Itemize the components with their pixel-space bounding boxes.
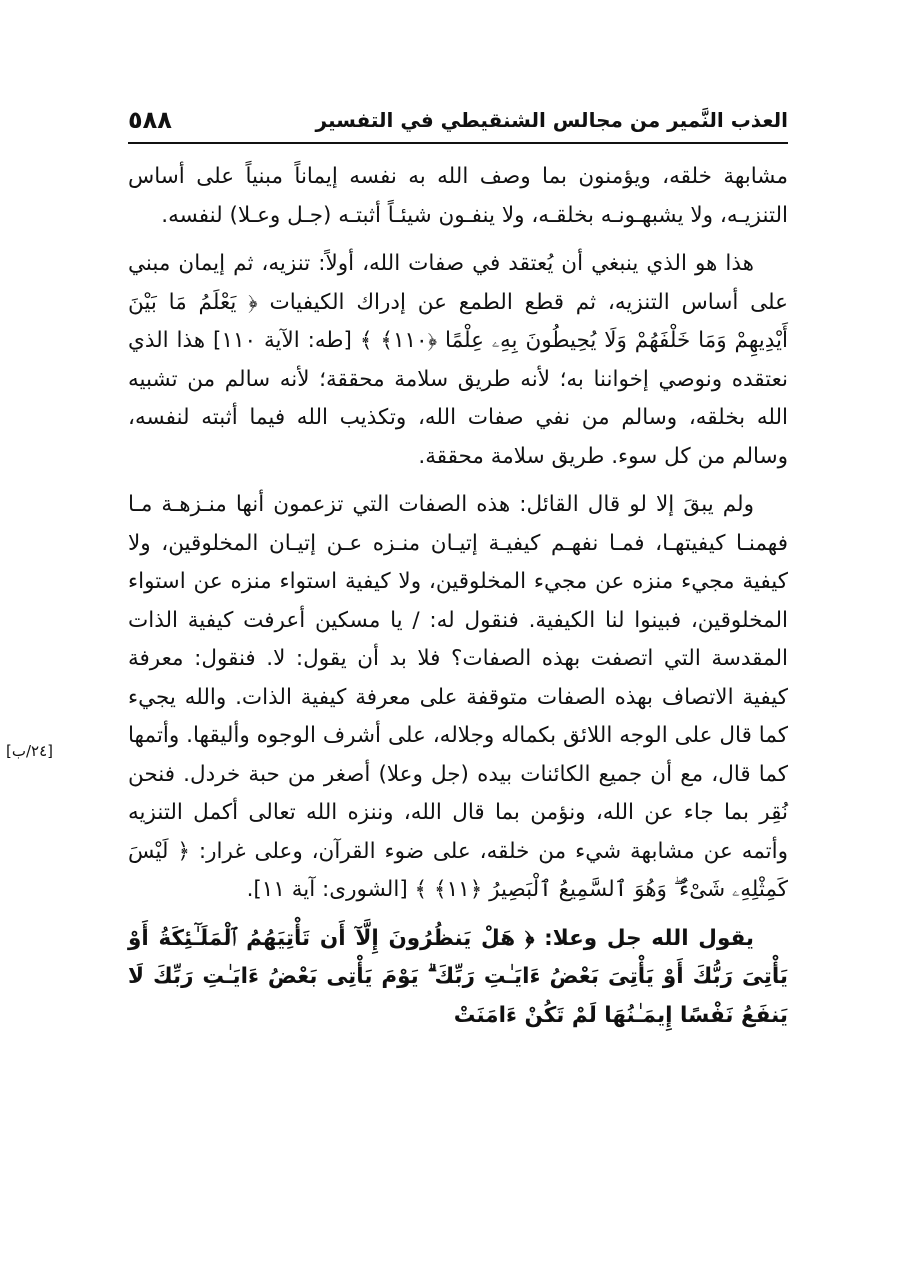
body-text bbox=[128, 158, 788, 1035]
running-title: العذب النَّمير من مجالس الشنقيطي في التفسير bbox=[315, 108, 788, 132]
paragraph-3: ولم يبقَ إلا لو قال القائل: هذه الصفات التي تزعمون أنها منـزهـة مـا فهمنـا كيفيتهـا، فمـا نفهـم كيفيـة إتيـان منـزه عـن إتيـان المخلوقين، ولا كيفية مجيء منزه عن مجيء المخلوقين، ولا كيفية استواء منزه عن استواء المخلوقين، فبينوا لنا الكيفية. فنقول له: / يا مسكين أعرفت كيفية الذات المقدسة التي اتصفت بهذه الصفات؟ فلا بد أن يقول: لا. فنقول: معرفة كيفية الاتصاف بهذه الصفات متوقفة على معرفة كيفية الذات. والله يجيء كما قال على الوجه اللائق بكماله وجلاله، على أشرف الوجوه وأليقها. وأتمها كما قال، مع أن جميع الكائنات بيده (جل وعلا) أصغر من حبة خردل. فنحن نُقِر بما جاء عن الله، ونؤمن بما قال الله، وننزه الله تعالى أكمل التنزيه وأتمه عن مشابهة شيء من خلقه، على ضوء القرآن، وعلى غرار: ﴿ لَيْسَ كَمِثْلِهِۦ شَىْءٌ ۖ وَهُوَ ٱلسَّمِيعُ ٱلْبَصِيرُ ﴿١١﴾ ﴾ [الشورى: آية ١١]. bbox=[128, 492, 788, 902]
paragraph-4: يقول الله جل وعلا: ﴿ هَلْ يَنظُرُونَ إِلَّآ أَن تَأْتِيَهُمُ ٱلْمَلَـٰٓئِكَةُ أَوْ يَأْتِىَ رَبُّكَ أَوْ يَأْتِىَ بَعْضُ ءَايَـٰتِ رَبِّكَ ۗ يَوْمَ يَأْتِى بَعْضُ ءَايَـٰتِ رَبِّكَ لَا يَنفَعُ نَفْسًا إِيمَـٰنُهَا لَمْ تَكُنْ ءَامَنَتْ bbox=[128, 925, 788, 1028]
paragraph-1: مشابهة خلقه، ويؤمنون بما وصف الله به نفسه إيماناً مبنياً على أساس التنزيـه، ولا يشبهـونـه بخلقـه، ولا ينفـون شيئـاً أثبتـه (جـل وعـلا) لنفسه. bbox=[128, 164, 788, 228]
book-page bbox=[6, 100, 788, 1250]
manuscript-folio-note: [٢٤/ب] bbox=[6, 742, 54, 760]
paragraph-2: هذا هو الذي ينبغي أن يُعتقد في صفات الله، أولاً: تنزيه، ثم إيمان مبني على أساس التنزيه، ثم قطع الطمع عن إدراك الكيفيات ﴿ يَعْلَمُ مَا بَيْنَ أَيْدِيهِمْ وَمَا خَلْفَهُمْ وَلَا يُحِيطُونَ بِهِۦ عِلْمًا ﴿١١٠﴾ ﴾ [طه: الآية ١١٠] هذا الذي نعتقده ونوصي إخواننا به؛ لأنه طريق سلامة محققة؛ لأنه سالم من تشبيه الله بخلقه، وسالم من نفي صفات الله، وتكذيب الله فيما أثبته لنفسه، وسالم من كل سوء. طريق سلامة محققة. bbox=[128, 251, 788, 469]
page-header bbox=[128, 100, 788, 144]
page-number: ٥٨٨ bbox=[128, 106, 172, 134]
